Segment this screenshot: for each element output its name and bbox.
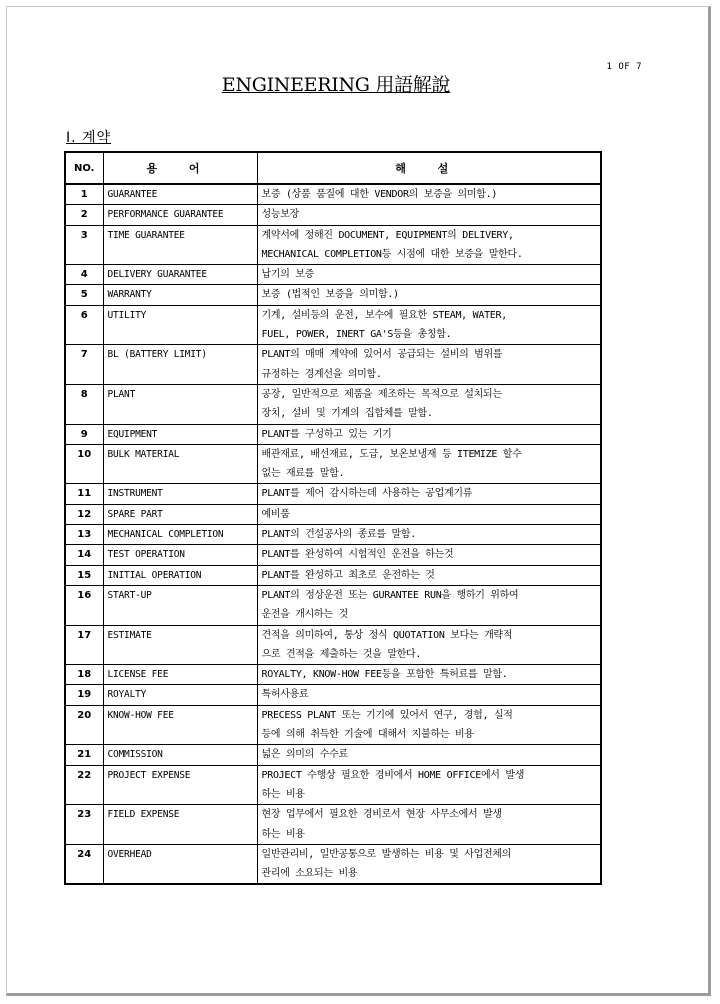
row-number: 4: [65, 265, 103, 285]
description-cell: [257, 665, 601, 685]
description-cell: [257, 545, 601, 565]
description-line: ROYALTY, KNOW-HOW FEE등을 포함한 특허료를 말함.: [261, 669, 508, 681]
description-line: 운전을 개시하는 것: [261, 609, 348, 621]
description-cell: [257, 205, 601, 225]
row-number: 11: [65, 484, 103, 504]
description-line: 성능보장: [261, 209, 299, 221]
term-cell: FIELD EXPENSE: [103, 805, 257, 845]
description-cell: [257, 525, 601, 545]
table-row: [65, 345, 601, 385]
description-line: 특허사용료: [261, 689, 309, 701]
term-cell: INSTRUMENT: [103, 484, 257, 504]
description-line: PROJECT 수행상 필요한 경비에서 HOME OFFICE에서 발생: [261, 769, 525, 781]
table-row: [65, 805, 601, 845]
description-line: 납기의 보증: [261, 269, 315, 281]
term-cell: START-UP: [103, 585, 257, 625]
description-cell: [257, 225, 601, 265]
description-line: PRECESS PLANT 또는 기기에 있어서 연구, 경험, 실적: [261, 709, 513, 721]
table-row: [65, 444, 601, 484]
row-number: 6: [65, 305, 103, 345]
table-row: [65, 625, 601, 665]
description-line: PLANT를 완성하고 최초로 운전하는 것: [261, 569, 435, 581]
table-row: [65, 384, 601, 424]
description-line: 으로 견적을 제출하는 것을 말한다.: [261, 648, 422, 660]
description-line: 없는 재료를 말함.: [261, 468, 345, 480]
description-cell: [257, 765, 601, 805]
row-number: 7: [65, 345, 103, 385]
row-number: 8: [65, 384, 103, 424]
row-number: 5: [65, 285, 103, 305]
table-row: [65, 525, 601, 545]
term-cell: DELIVERY GUARANTEE: [103, 265, 257, 285]
header-description: 해 설: [257, 152, 601, 184]
description-line: 관리에 소요되는 비용: [261, 868, 358, 880]
row-number: 13: [65, 525, 103, 545]
term-cell: TEST OPERATION: [103, 545, 257, 565]
description-cell: [257, 384, 601, 424]
description-cell: [257, 844, 601, 884]
description-line: MECHANICAL COMPLETION등 시점에 대한 보증을 말한다.: [261, 248, 523, 260]
row-number: 17: [65, 625, 103, 665]
table-row: [65, 565, 601, 585]
description-cell: [257, 184, 601, 205]
row-number: 1: [65, 184, 103, 205]
term-cell: OVERHEAD: [103, 844, 257, 884]
term-cell: PERFORMANCE GUARANTEE: [103, 205, 257, 225]
term-cell: PLANT: [103, 384, 257, 424]
description-line: 현장 업무에서 필요한 경비로서 현장 사무소에서 발생: [261, 809, 502, 821]
table-row: [65, 285, 601, 305]
description-line: 배관재료, 배선재료, 도급, 보온보냉재 등 ITEMIZE 할수: [261, 448, 522, 460]
table-row: [65, 665, 601, 685]
description-cell: [257, 745, 601, 765]
table-header-row: [65, 152, 601, 184]
term-cell: INITIAL OPERATION: [103, 565, 257, 585]
description-line: PLANT를 구성하고 있는 기기: [261, 428, 392, 440]
description-cell: [257, 685, 601, 705]
description-line: 넓은 의미의 수수료: [261, 749, 348, 761]
description-cell: [257, 484, 601, 504]
row-number: 2: [65, 205, 103, 225]
description-line: FUEL, POWER, INERT GA'S등을 총칭함.: [261, 329, 452, 341]
term-cell: PROJECT EXPENSE: [103, 765, 257, 805]
description-line: 공장, 일반적으로 제품을 제조하는 목적으로 설치되는: [261, 388, 502, 400]
description-cell: [257, 285, 601, 305]
term-cell: COMMISSION: [103, 745, 257, 765]
description-cell: [257, 345, 601, 385]
description-line: PLANT의 매매 계약에 있어서 공급되는 설비의 범위를: [261, 349, 503, 361]
term-cell: ROYALTY: [103, 685, 257, 705]
table-row: [65, 844, 601, 884]
row-number: 20: [65, 705, 103, 745]
description-cell: [257, 705, 601, 745]
table-row: [65, 225, 601, 265]
row-number: 3: [65, 225, 103, 265]
row-number: 9: [65, 424, 103, 444]
glossary-table: [64, 151, 602, 885]
table-row: [65, 705, 601, 745]
description-line: PLANT의 정상운전 또는 GURANTEE RUN을 행하기 위하여: [261, 589, 519, 601]
row-number: 24: [65, 844, 103, 884]
description-cell: [257, 565, 601, 585]
table-row: [65, 484, 601, 504]
description-line: 견적을 의미하여, 통상 정식 QUOTATION 보다는 개략적: [261, 629, 513, 641]
term-cell: KNOW-HOW FEE: [103, 705, 257, 745]
row-number: 12: [65, 504, 103, 524]
row-number: 19: [65, 685, 103, 705]
description-line: 하는 비용: [261, 828, 305, 840]
table-row: [65, 184, 601, 205]
description-line: 일반관리비, 일반공통으로 발생하는 비용 및 사업전체의: [261, 848, 512, 860]
term-cell: ESTIMATE: [103, 625, 257, 665]
description-cell: [257, 504, 601, 524]
row-number: 10: [65, 444, 103, 484]
term-cell: UTILITY: [103, 305, 257, 345]
description-cell: [257, 265, 601, 285]
row-number: 21: [65, 745, 103, 765]
table-row: [65, 545, 601, 565]
description-cell: [257, 585, 601, 625]
row-number: 15: [65, 565, 103, 585]
description-line: 장치, 설비 및 기계의 집합체를 말함.: [261, 408, 433, 420]
description-cell: [257, 444, 601, 484]
document-title: ENGINEERING 用語解說: [221, 74, 451, 96]
table-row: [65, 765, 601, 805]
description-line: 기계, 설비등의 운전, 보수에 필요한 STEAM, WATER,: [261, 309, 507, 321]
term-cell: MECHANICAL COMPLETION: [103, 525, 257, 545]
term-cell: TIME GUARANTEE: [103, 225, 257, 265]
term-cell: EQUIPMENT: [103, 424, 257, 444]
table-row: [65, 265, 601, 285]
table-row: [65, 424, 601, 444]
term-cell: BULK MATERIAL: [103, 444, 257, 484]
description-line: 하는 비용: [261, 788, 305, 800]
term-cell: WARRANTY: [103, 285, 257, 305]
description-cell: [257, 305, 601, 345]
table-row: [65, 305, 601, 345]
table-row: [65, 504, 601, 524]
table-row: [65, 585, 601, 625]
row-number: 22: [65, 765, 103, 805]
term-cell: SPARE PART: [103, 504, 257, 524]
description-cell: [257, 625, 601, 665]
description-line: 보증 (상품 품질에 대한 VENDOR의 보증을 의미함.): [261, 189, 498, 200]
row-number: 14: [65, 545, 103, 565]
header-term: 용 어: [103, 152, 257, 184]
term-cell: GUARANTEE: [103, 184, 257, 205]
section-title: Ⅰ. 계약: [66, 130, 112, 146]
description-line: 등에 의해 취득한 기술에 대해서 지불하는 비용: [261, 729, 474, 741]
glossary-body: [65, 184, 601, 884]
table-row: [65, 685, 601, 705]
table-row: [65, 205, 601, 225]
page-number: 1 OF 7: [606, 62, 642, 72]
description-line: 보증 (법적인 보증을 의미함.): [261, 289, 399, 301]
description-cell: [257, 805, 601, 845]
term-cell: BL (BATTERY LIMIT): [103, 345, 257, 385]
row-number: 23: [65, 805, 103, 845]
term-cell: LICENSE FEE: [103, 665, 257, 685]
description-line: PLANT를 제어 감시하는데 사용하는 공업계기류: [261, 488, 473, 500]
row-number: 16: [65, 585, 103, 625]
header-no: NO.: [65, 152, 103, 184]
description-line: 규정하는 경계선을 의미함.: [261, 368, 382, 380]
description-line: PLANT의 건설공사의 종료를 말함.: [261, 529, 416, 541]
table-row: [65, 745, 601, 765]
description-line: PLANT를 완성하여 시험적인 운전을 하는것: [261, 549, 454, 561]
description-line: 계약서에 정해진 DOCUMENT, EQUIPMENT의 DELIVERY,: [261, 229, 514, 241]
row-number: 18: [65, 665, 103, 685]
description-cell: [257, 424, 601, 444]
description-line: 예비품: [261, 508, 290, 520]
